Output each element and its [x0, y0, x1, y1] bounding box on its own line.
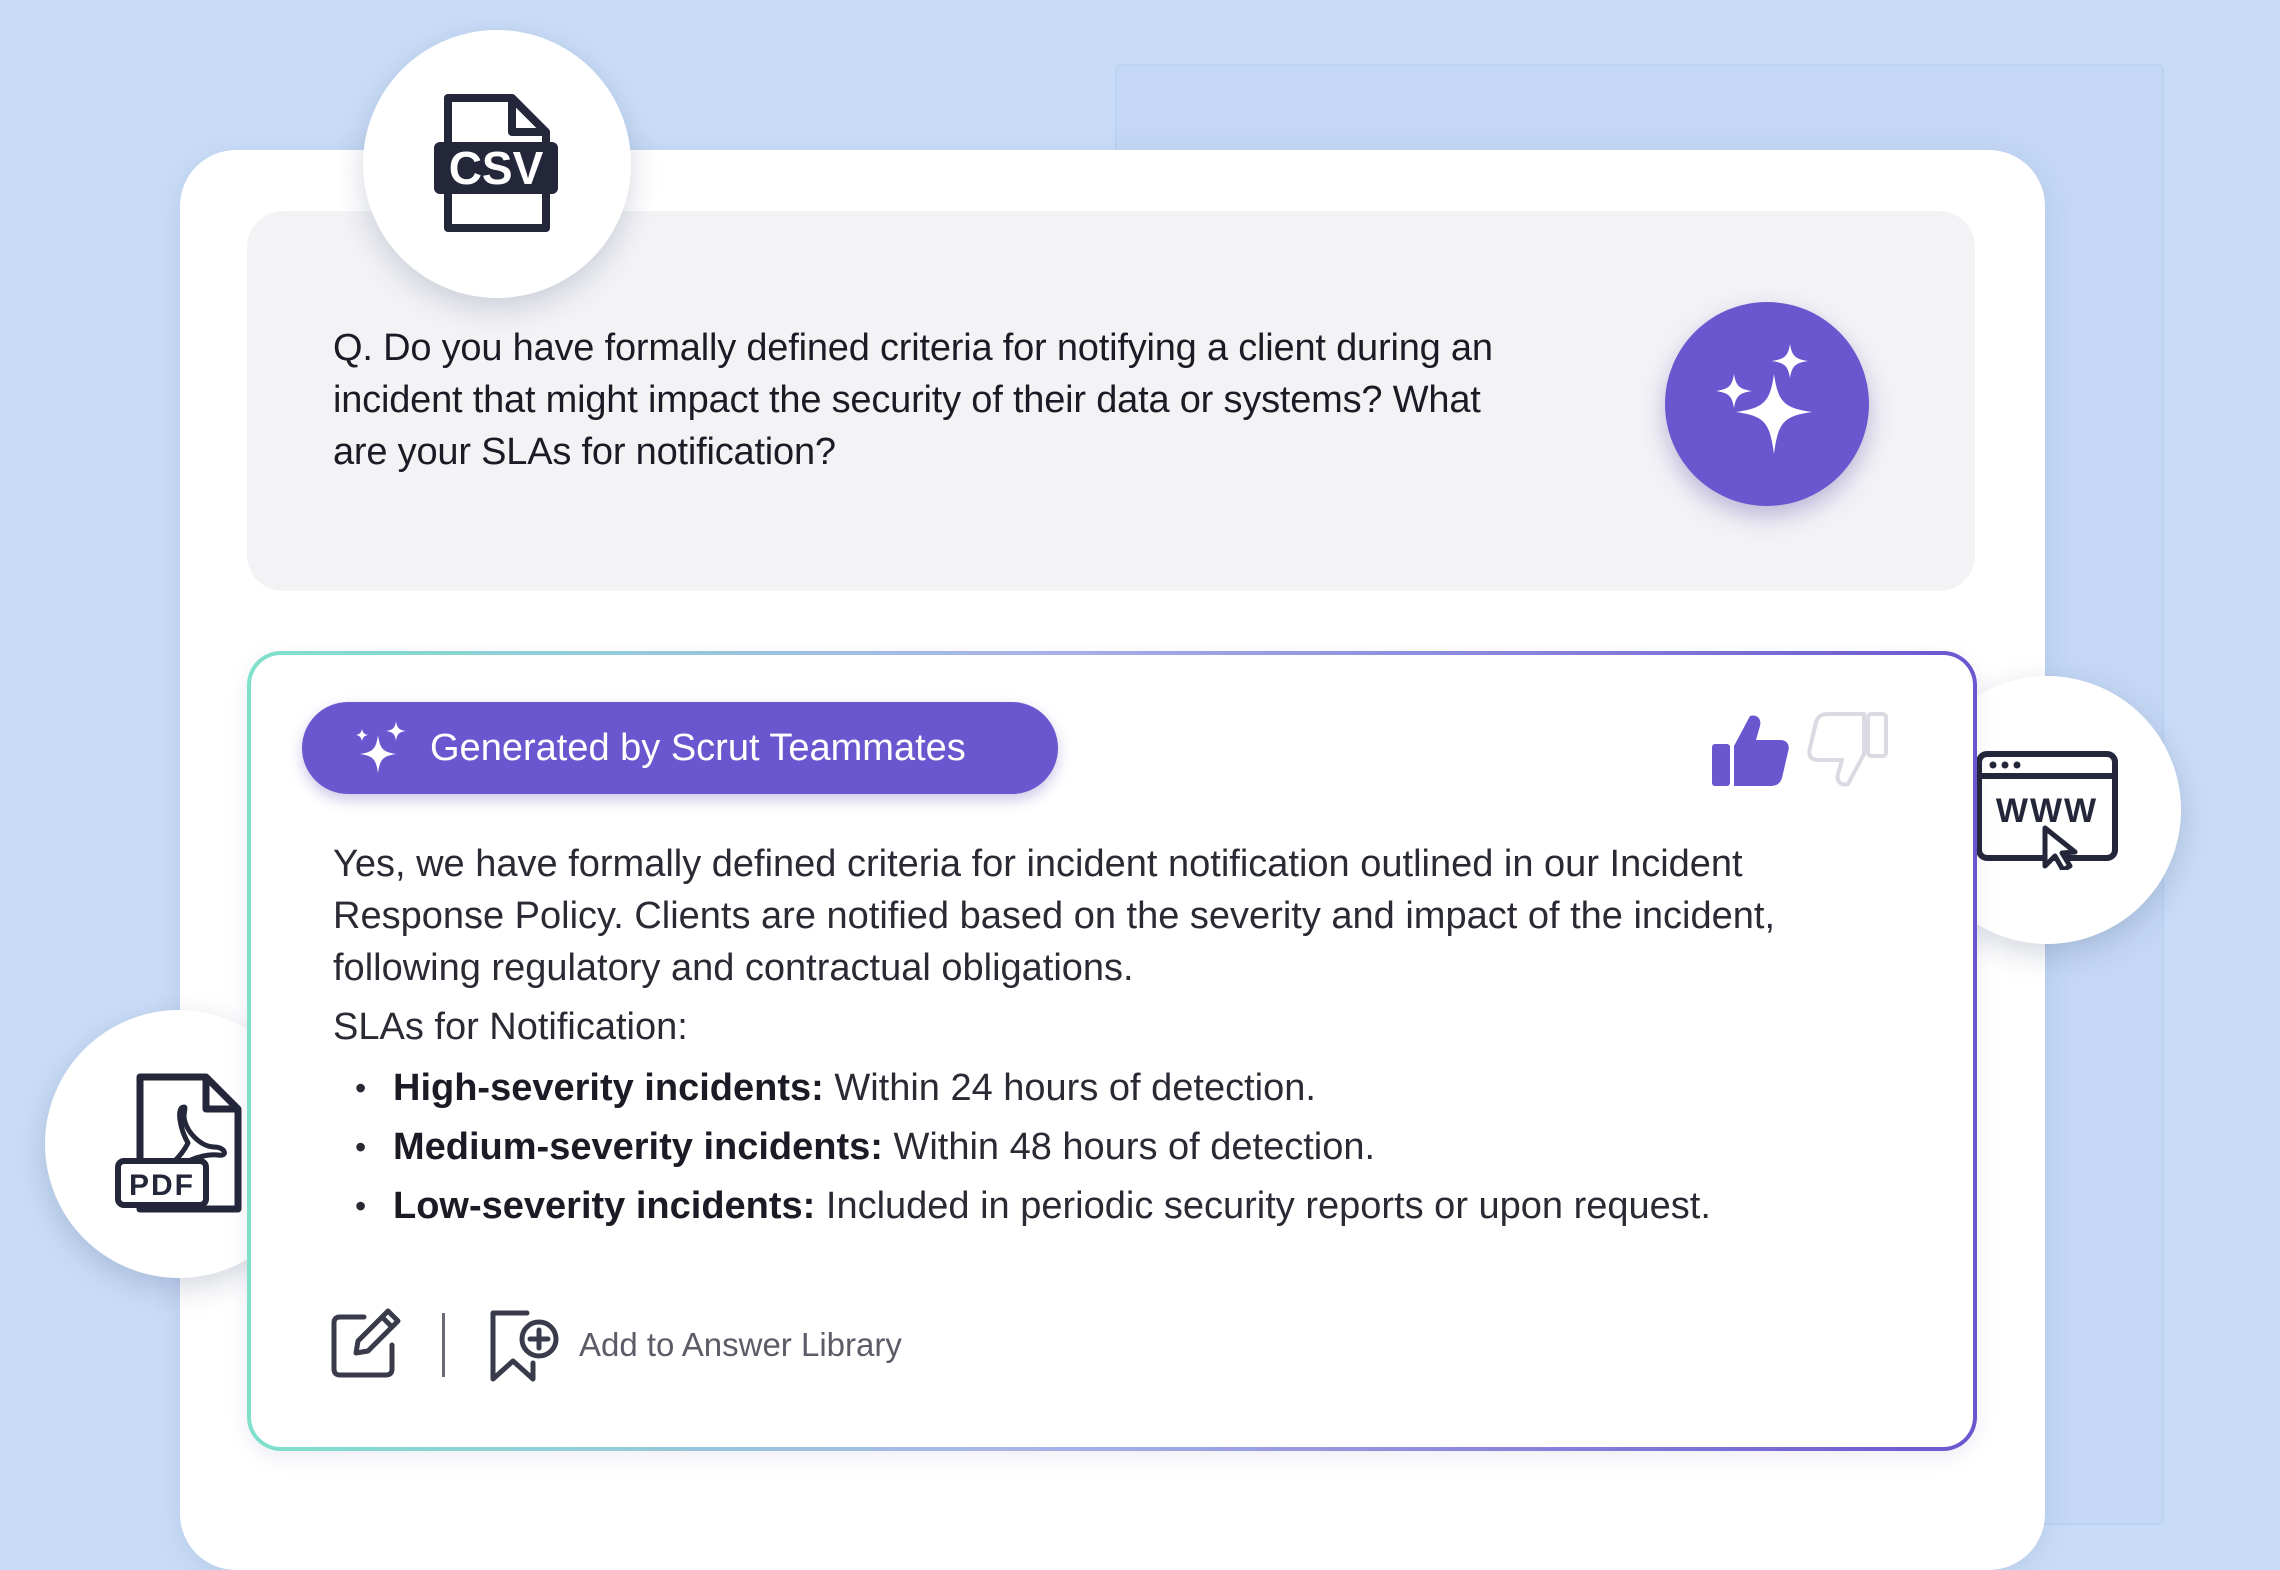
question-text: Q. Do you have formally defined criteria for notifying a client during an incident that might impact the security of their data or systems? What are your SLAs for notification?: [333, 327, 1493, 473]
sparkles-icon: [1712, 344, 1822, 464]
answer-intro: Yes, we have formally defined criteria for incident notification outlined in our Incident Response Policy. Clients are notified based on the severity and impact of the incident, following regulatory and contractual obligations.: [333, 843, 1775, 989]
sparkles-small-icon: [354, 721, 408, 775]
answer-actions: [330, 1305, 902, 1385]
sla-value: Within 24 hours of detection.: [823, 1067, 1316, 1109]
sla-value: Included in periodic security reports or upon request.: [815, 1185, 1711, 1227]
bullet: •: [355, 1129, 367, 1165]
generated-by-badge: [302, 702, 1058, 794]
website-icon: [1975, 750, 2119, 870]
sla-label: High-severity incidents:: [393, 1067, 824, 1109]
edit-button[interactable]: [330, 1307, 402, 1384]
answer-body: [333, 838, 1873, 1236]
csv-file-badge: [363, 30, 631, 298]
sla-value: Within 48 hours of detection.: [882, 1126, 1376, 1168]
bullet: •: [355, 1070, 367, 1106]
pdf-file-icon: [114, 1073, 244, 1215]
pdf-label: PDF: [129, 1169, 195, 1202]
sla-list: [333, 1059, 1873, 1236]
thumbs-down-icon: [1806, 712, 1888, 788]
csv-label: CSV: [448, 142, 544, 194]
sla-item-low: [333, 1177, 1873, 1236]
sla-heading: SLAs for Notification:: [333, 1006, 688, 1048]
bookmark-add-icon: [487, 1307, 559, 1383]
thumbs-down-button[interactable]: [1806, 712, 1888, 788]
sla-label: Low-severity incidents:: [393, 1185, 816, 1227]
ai-generate-button[interactable]: [1665, 302, 1869, 506]
add-to-library-label: Add to Answer Library: [579, 1326, 902, 1363]
www-label: WWW: [1995, 792, 2099, 830]
bullet: •: [355, 1188, 367, 1224]
sla-label: Medium-severity incidents:: [393, 1126, 883, 1168]
thumbs-up-icon: [1710, 712, 1792, 788]
edit-icon: [330, 1307, 402, 1379]
csv-file-icon: [434, 94, 560, 234]
sla-item-high: [333, 1059, 1873, 1118]
thumbs-up-button[interactable]: [1710, 712, 1792, 788]
add-to-library-button[interactable]: [487, 1307, 902, 1383]
generated-by-label: Generated by Scrut Teammates: [430, 726, 966, 769]
sla-item-medium: [333, 1118, 1873, 1177]
action-divider: [442, 1313, 445, 1377]
